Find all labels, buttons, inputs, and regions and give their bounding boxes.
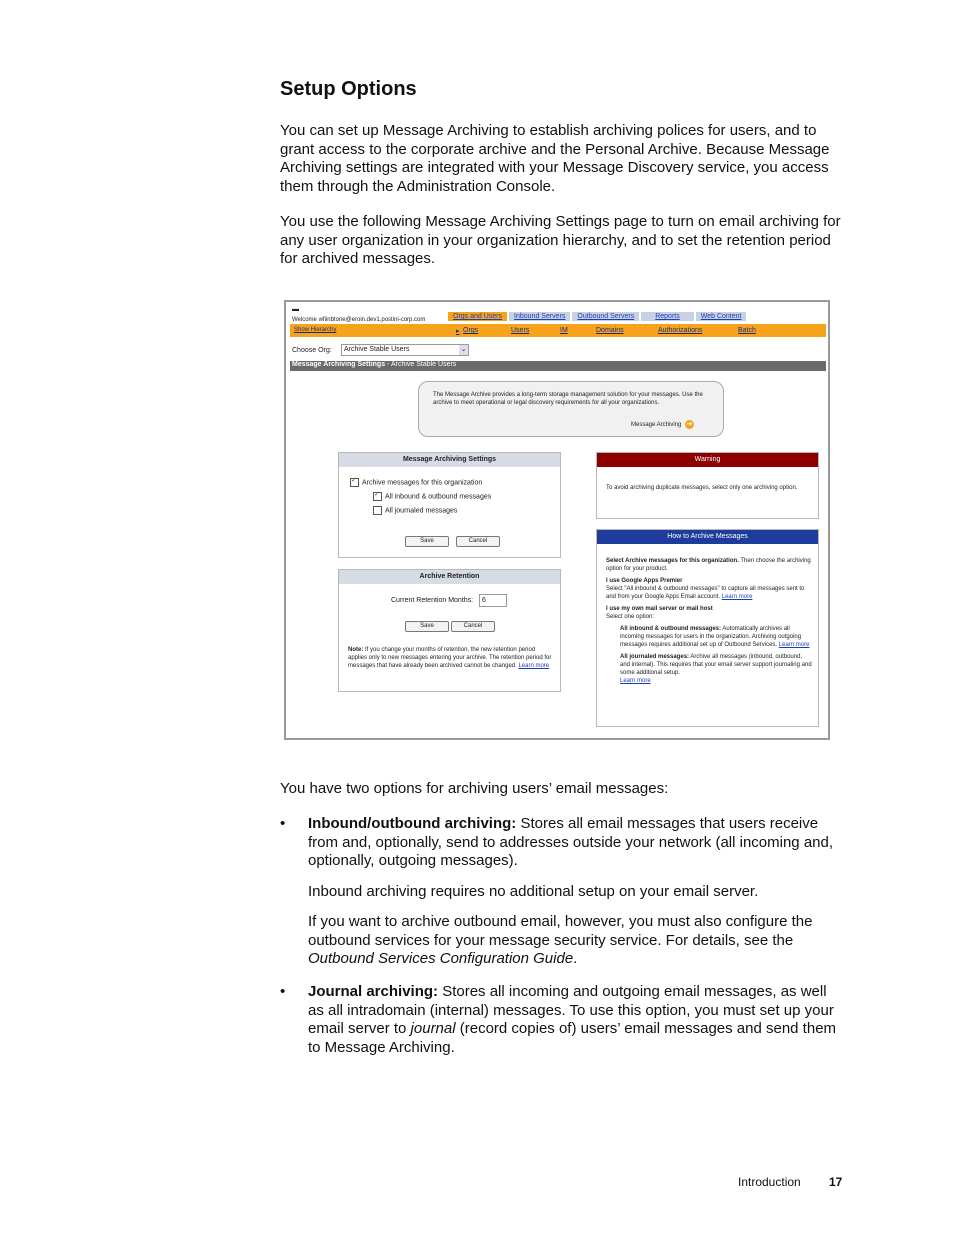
bullet-marker: • <box>280 815 286 832</box>
warning-title: Warning <box>597 453 818 467</box>
journaled-label: All journaled messages <box>385 507 458 515</box>
how-to-step-1: Select Archive messages for this organization. Then choose the archiving option for your product. <box>606 558 811 572</box>
tab-reports[interactable]: Reports <box>641 312 694 321</box>
top-tabs <box>448 312 746 321</box>
message-archiving-link[interactable] <box>631 420 694 429</box>
bar-suffix: - Archive Stable Users <box>385 361 457 368</box>
inbound-checkbox-row[interactable] <box>373 492 491 501</box>
inbound-label: All inbound & outbound messages <box>385 493 492 501</box>
retention-note <box>348 646 554 670</box>
choose-org-label: Choose Org: <box>292 347 332 354</box>
subtab-im[interactable]: IM <box>560 327 568 334</box>
footer-section: Introduction <box>738 1175 801 1189</box>
how-to-body <box>606 557 812 685</box>
subtab-authorizations[interactable]: Authorizations <box>658 327 703 334</box>
retention-cancel-button[interactable]: Cancel <box>451 621 495 632</box>
retention-save-button[interactable]: Save <box>405 621 449 632</box>
subtab-orgs[interactable]: Orgs <box>463 327 479 334</box>
tab-orgs-and-users[interactable]: Orgs and Users <box>448 312 507 321</box>
chevron-down-icon: ⌄ <box>460 346 467 353</box>
warning-text: To avoid archiving duplicate messages, select only one archiving option. <box>606 485 798 491</box>
tab-inbound-servers[interactable]: Inbound Servers <box>509 312 570 321</box>
choose-org-value: Archive Stable Users <box>344 346 410 353</box>
note-label: Note: <box>348 647 364 653</box>
note-text: If you change your months of retention, the new retention period applies only to new messages entering your archive. The retention period for messages that have already been archived cannot be changed. <box>348 647 552 669</box>
dash-mark: ▬ <box>292 306 299 313</box>
show-hierarchy-link[interactable]: Show Hierarchy <box>294 327 337 333</box>
info-box <box>418 381 724 437</box>
bullet-marker: • <box>280 983 286 1000</box>
tab-outbound-servers[interactable]: Outbound Servers <box>572 312 639 321</box>
how-to-step-2: I use Google Apps Premier Select "All inbound & outbound messages" to capture all messages sent to and from your Google Apps Email account. Learn more <box>606 578 805 600</box>
subtab-batch[interactable]: Batch <box>738 327 756 334</box>
settings-screenshot <box>284 300 830 740</box>
inbound-checkbox[interactable] <box>373 492 382 501</box>
bullet-inbound <box>280 815 842 969</box>
journaled-checkbox-row[interactable] <box>373 506 457 515</box>
how-to-step-5: All journaled messages: Archive all messages (inbound, outbound, and internal). This requires that your email server support journaling and some additional setup. Learn more <box>620 654 812 684</box>
how-to-panel <box>596 529 819 727</box>
choose-org-select[interactable] <box>341 344 469 356</box>
tab-web-content[interactable]: Web Content <box>696 312 747 321</box>
sub-nav-bar <box>290 324 826 337</box>
how-to-step-3: I use my own mail server or mail host Select one option: <box>606 606 713 620</box>
intro-paragraph: You can set up Message Archiving to establish archiving polices for users, and to grant access to the corporate archive and the Personal Archive. Because Message Archiving settings are integrated with your Message Discovery service, you access them through the Administration Console. <box>280 122 830 195</box>
retention-label: Current Retention Months: <box>391 597 474 604</box>
bullet-inbound-sub1: Inbound archiving requires no additional setup on your email server. <box>308 882 759 900</box>
archive-org-checkbox[interactable] <box>350 478 359 487</box>
arrow-right-icon: ➔ <box>686 421 693 428</box>
subtab-users[interactable]: Users <box>511 327 530 334</box>
options-paragraph: You have two options for archiving users’ email messages: <box>280 780 669 797</box>
how-to-step-4: All inbound & outbound messages: Automatically archives all incoming messages for users in the organization. Archiving outgoing messages requires additional set up of Outbound Services. Learn more <box>620 626 810 648</box>
how-to-title: How to Archive Messages <box>597 530 818 544</box>
message-archiving-label: Message Archiving <box>631 422 682 428</box>
arrow-icon: ▸ <box>456 328 460 335</box>
subtab-domains[interactable]: Domains <box>596 327 624 334</box>
bar-title: Message Archiving Settings <box>292 361 386 368</box>
warning-panel <box>596 452 819 519</box>
archive-retention-title: Archive Retention <box>339 570 560 584</box>
settings-title-bar <box>290 361 826 371</box>
settings-paragraph: You use the following Message Archiving Settings page to turn on email archiving for any user organization in your organization hierarchy, and to set the retention period for archived messages. <box>280 213 841 267</box>
page-title: Setup Options <box>280 78 417 100</box>
archiving-settings-title: Message Archiving Settings <box>339 453 560 467</box>
cancel-button[interactable]: Cancel <box>456 536 500 547</box>
bullet-inbound-sub2: If you want to archive outbound email, however, you must also configure the outbound services for your message security service. For details, see the Outbound Services Configuration Guide. <box>308 913 813 967</box>
bullet-journal <box>280 983 842 1057</box>
bullet-journal-text: Journal archiving: Stores all incoming and outgoing email messages, as well as all intradomain (internal) messages. To use this option, you must set up your email server to journal (record copies of) users’ email messages and send them to Message Archiving. <box>308 983 837 1056</box>
archive-org-label: Archive messages for this organization <box>362 479 483 487</box>
info-text: The Message Archive provides a long-term storage management solution for your messages. Use the archive to meet operational or legal discovery requirements for all your organizations. <box>433 392 703 406</box>
page-number: 17 <box>829 1175 843 1189</box>
journaled-checkbox[interactable] <box>373 506 382 515</box>
bullet-inbound-text: Inbound/outbound archiving: Stores all email messages that users receive from and, optionally, send to addresses outside your network (all incoming and, optionally, outgoing messages). <box>308 815 834 869</box>
welcome-text: Welcome wfiinbtone@eroin.dev1.postini-corp.com <box>292 317 426 323</box>
archive-org-checkbox-row[interactable] <box>350 478 482 487</box>
learn-more-link[interactable]: Learn more <box>518 663 550 669</box>
archiving-settings-panel <box>338 452 561 558</box>
retention-input[interactable]: 6 <box>479 594 507 607</box>
archive-retention-panel <box>338 569 561 692</box>
save-button[interactable]: Save <box>405 536 449 547</box>
